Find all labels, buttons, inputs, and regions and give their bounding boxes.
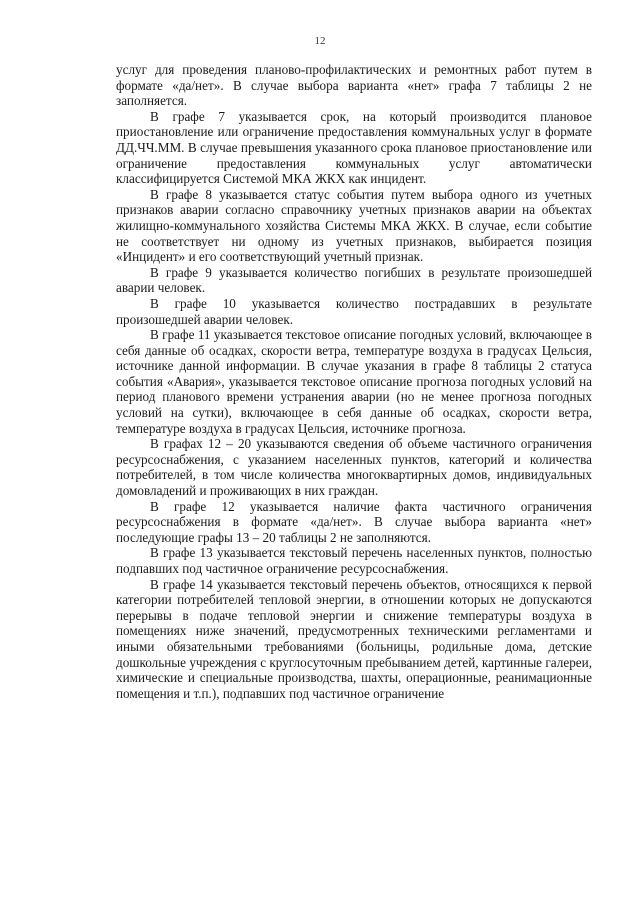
paragraph-grafy-12-20: В графах 12 – 20 указываются сведения об объеме частичного ограничения ресурсоснабжения, с указанием населенных пунктов, категорий и количества потребителей, в том числе количества многоквартирных домов, индивидуальных домовладений и проживающих в них граждан.: [116, 436, 592, 499]
paragraph-grafa-12: В графе 12 указывается наличие факта частичного ограничения ресурсоснабжения в формате «да/нет». В случае выбора варианта «нет» последующие графы 13 – 20 таблицы 2 не заполняются.: [116, 498, 592, 545]
document-body: [116, 62, 592, 701]
paragraph-grafa-11: В графе 11 указывается текстовое описание погодных условий, включающее в себя данные об осадках, скорости ветра, температуре воздуха в градусах Цельсия, источнике данной информации. В случае указания в графе 8 таблицы 2 статуса события «Авария», указывается текстовое описание прогноза погодных условий на период планового времени устранения аварии (но не менее прогноза погодных условий на сутки), включающее в себя данные об осадках, скорости ветра, температуре воздуха в градусах Цельсия, источнике прогноза.: [116, 327, 592, 436]
paragraph-continuation: услуг для проведения планово-профилактических и ремонтных работ путем в формате «да/нет». В случае выбора варианта «нет» графа 7 таблицы 2 не заполняется.: [116, 62, 592, 109]
paragraph-grafa-8: В графе 8 указывается статус события путем выбора одного из учетных признаков аварии согласно справочнику учетных признаков аварии на объектах жилищно-коммунального хозяйства Системы МКА ЖКХ. В случае, если событие не соответствует ни одному из учетных признаков, выбирается позиция «Инцидент» и его соответствующий учетный признак.: [116, 186, 592, 265]
paragraph-grafa-13: В графе 13 указывается текстовый перечень населенных пунктов, полностью подпавших под частичное ограничение ресурсоснабжения.: [116, 545, 592, 576]
paragraph-grafa-7: В графе 7 указывается срок, на который производится плановое приостановление или ограничение предоставления коммунальных услуг в формате ДД.ЧЧ.ММ. В случае превышения указанного срока плановое приостановление или ограничение предоставления коммунальных услуг автоматически классифицируется Системой МКА ЖКХ как инцидент.: [116, 108, 592, 187]
paragraph-grafa-14: В графе 14 указывается текстовый перечень объектов, относящихся к первой категории потребителей тепловой энергии, в отношении которых не допускаются перерывы в подаче тепловой энергии и снижение температуры воздуха в помещениях ниже значений, предусмотренных техническими регламентами и иными обязательными требованиями (больницы, родильные дома, детские дошкольные учреждения с круглосуточным пребыванием детей, картинные галереи, химические и специальные производства, шахты, операционные, реанимационные помещения и т.п.), подпавших под частичное ограничение: [116, 576, 592, 701]
paragraph-grafa-9: В графе 9 указывается количество погибших в результате произошедшей аварии человек.: [116, 264, 592, 296]
paragraph-grafa-10: В графе 10 указывается количество пострадавших в результате произошедшей аварии человек.: [116, 295, 592, 327]
page-number: 12: [314, 35, 326, 47]
